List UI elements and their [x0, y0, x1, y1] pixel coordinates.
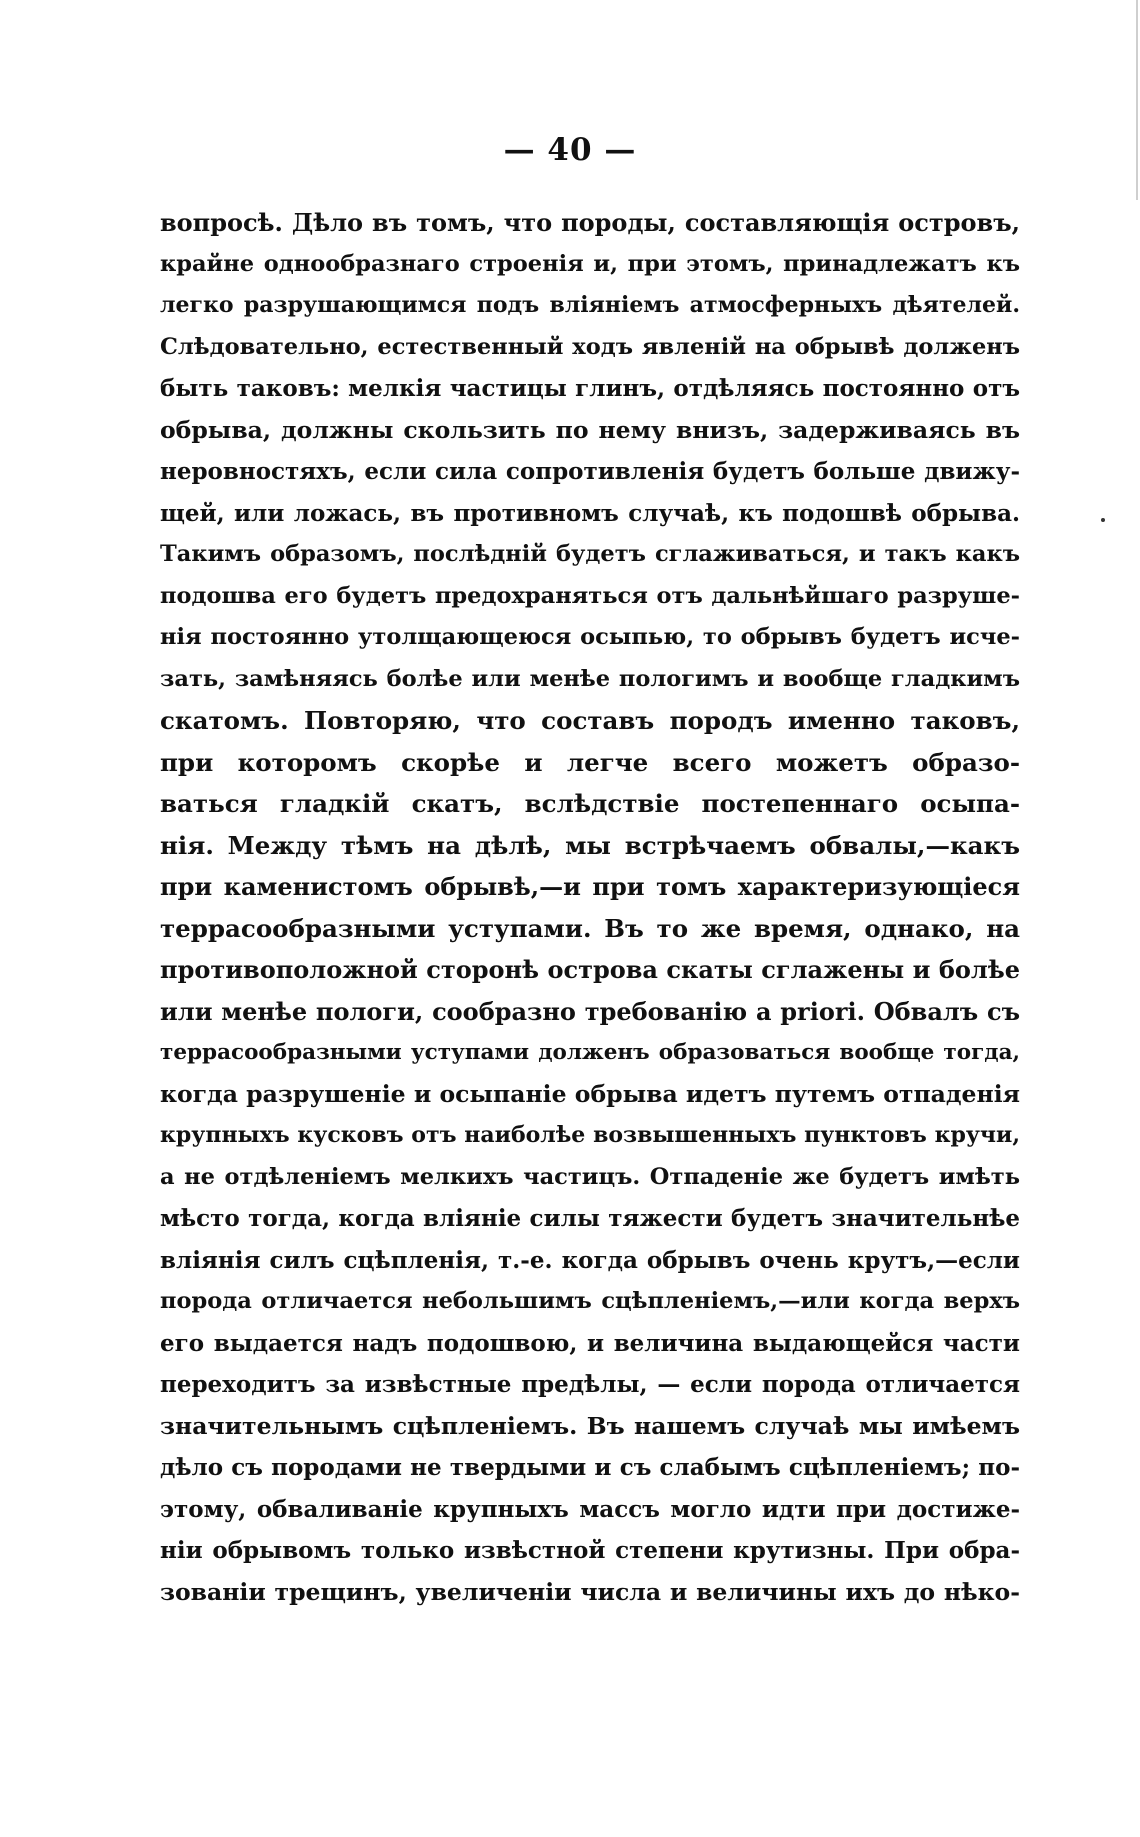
- text-line: зать, замѣняясь болѣе или менѣе пологимъ и вообще гладкимъ: [160, 665, 1020, 692]
- text-line: противоположной сторонѣ острова скаты сглажены и болѣе: [160, 955, 1020, 984]
- text-line: нія. Между тѣмъ на дѣлѣ, мы встрѣчаемъ обвалы,—какъ: [160, 830, 1020, 860]
- ink-speck: [1101, 518, 1105, 522]
- text-line: террасообразными уступами долженъ образоваться вообще тогда,: [160, 1040, 1020, 1065]
- text-line: ніи обрывомъ только извѣстной степени крутизны. При обра-: [160, 1537, 1020, 1564]
- page-edge-shadow: [1136, 0, 1138, 200]
- text-line: Слѣдовательно, естественный ходъ явленій на обрывѣ долженъ: [160, 333, 1020, 360]
- text-line: мѣсто тогда, когда вліяніе силы тяжести будетъ значительнѣе: [160, 1205, 1020, 1232]
- text-line: нія постоянно утолщающеюся осыпью, то обрывъ будетъ исче-: [160, 624, 1020, 650]
- text-line: дѣло съ породами не твердыми и съ слабымъ сцѣпленіемъ; по-: [160, 1454, 1020, 1481]
- text-line: легко разрушающимся подъ вліяніемъ атмосферныхъ дѣятелей.: [160, 292, 1020, 318]
- text-line: щей, или ложась, въ противномъ случаѣ, къ подошвѣ обрыва.: [160, 499, 1020, 527]
- text-line: Такимъ образомъ, послѣдній будетъ сглаживаться, и такъ какъ: [160, 541, 1020, 567]
- text-line: подошва его будетъ предохраняться отъ дальнѣйшаго разруше-: [160, 582, 1020, 609]
- text-line: крупныхъ кусковъ отъ наиболѣе возвышенныхъ пунктовъ кручи,: [160, 1122, 1020, 1148]
- text-line: быть таковъ: мелкія частицы глинъ, отдѣляясь постоянно отъ: [160, 375, 1020, 402]
- text-line: значительнымъ сцѣпленіемъ. Въ нашемъ случаѣ мы имѣемъ: [160, 1411, 1020, 1440]
- text-line: этому, обваливаніе крупныхъ массъ могло идти при достиже-: [160, 1495, 1020, 1523]
- text-line: неровностяхъ, если сила сопротивленія будетъ больше движу-: [160, 458, 1020, 485]
- text-line: при каменистомъ обрывѣ,—и при томъ характеризующіеся: [160, 872, 1020, 901]
- text-line: порода отличается небольшимъ сцѣпленіемъ,—или когда верхъ: [160, 1288, 1020, 1314]
- text-line: его выдается надъ подошвою, и величина выдающейся части: [160, 1329, 1020, 1357]
- text-line: а не отдѣленіемъ мелкихъ частицъ. Отпаденіе же будетъ имѣть: [160, 1163, 1020, 1190]
- text-line: вопросѣ. Дѣло въ томъ, что породы, составляющія островъ,: [160, 208, 1020, 237]
- text-line: террасообразными уступами. Въ то же время, однако, на: [160, 913, 1020, 943]
- text-line: обрыва, должны скользить по нему внизъ, задерживаясь въ: [160, 415, 1020, 444]
- text-line: когда разрушеніе и осыпаніе обрыва идетъ путемъ отпаденія: [160, 1079, 1020, 1108]
- page-number: — 40 —: [503, 132, 637, 168]
- text-line: ваться гладкій скатъ, вслѣдствіе постепеннаго осыпа-: [160, 789, 1020, 818]
- text-line: крайне однообразнаго строенія и, при этомъ, принадлежатъ къ: [160, 250, 1020, 277]
- text-line: переходитъ за извѣстные предѣлы, — если порода отличается: [160, 1371, 1020, 1398]
- text-line: зованіи трещинъ, увеличеніи числа и величины ихъ до нѣко-: [160, 1577, 1020, 1606]
- text-line: вліянія силъ сцѣпленія, т.-е. когда обрывъ очень крутъ,—если: [160, 1246, 1020, 1274]
- text-line: при которомъ скорѣе и легче всего можетъ образо-: [160, 747, 1020, 777]
- text-line: скатомъ. Повторяю, что составъ породъ именно таковъ,: [160, 706, 1020, 735]
- text-line: или менѣе пологи, сообразно требованію a priori. Обвалъ съ: [160, 996, 1020, 1026]
- body-text: [160, 202, 1020, 1613]
